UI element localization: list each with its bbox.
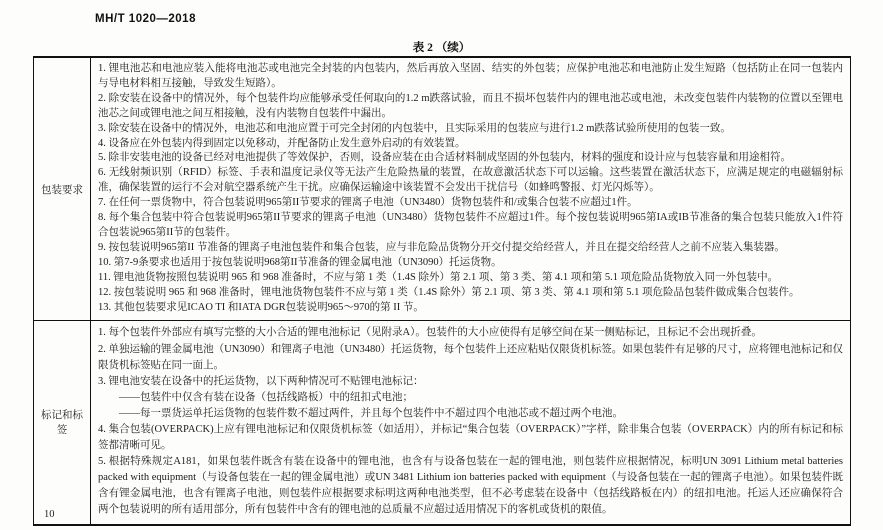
doc-number: MH/T 1020—2018 — [95, 13, 196, 25]
packaging-item: 11. 锂电池货物按照包装说明 965 和 968 准备时，不应与第 1 类（1.4S 除外）第 2.1 项、第 3 类、第 4.1 项和第 5.1 项危险品货物放入同一外包装中。 — [98, 271, 779, 283]
requirements-table — [33, 56, 851, 526]
table-title: 表 2 （续） — [412, 42, 471, 54]
packaging-item: 6. 无线射频识别（RFID）标签、手表和温度记录仪等无法产生危险热量的装置，在故意激活状态下可以运输。这些装置在激活状态下，应满足规定的电磁辐射标准，确保装置的运行不会对航空器系统产生干扰。应确保运输途中该装置不会发出干扰信号（如蜂鸣警报、灯光闪烁等）。 — [98, 167, 843, 194]
row-label-marking: 标记和标签 — [34, 321, 91, 525]
packaging-item: 5. 除非安装电池的设备已经对电池提供了等效保护，否则，设备应装在由合适材料制成坚固的外包装内，材料的强度和设计应与包装容量和用途相符。 — [98, 152, 791, 164]
marking-item: 5. 根据特殊规定A181，如果包装件既含有装在设备中的锂电池，也含有与设备包装在一起的锂电池，则包装件应根据情况，标明UN 3091 Lithium metal batteries packed with equipment（与设备包装在一起的锂金属电池）或UN 3481 Lithium ion batteries packed with equipment（与设备包装在一起的锂离子电池）。如果包装件既含有锂金属电池，也含有锂离子电池，则包装件应根据要求标明这两种电池类型，但不必考虑装在设备中（包括线路板在内）的纽扣电池。托运人还应确保符合两个包装说明的所有适用部分，所有包装件中含有的锂电池的总质量不应超过适用情况下的客机或货机的限值。 — [98, 456, 843, 516]
packaging-item: 13. 其他包装要求见ICAO TI 和IATA DGR包装说明965～970的第 II 节。 — [98, 301, 424, 313]
packaging-item: 4. 设备应在外包装内得到固定以免移动，并配备防止发生意外启动的有效装置。 — [98, 137, 466, 149]
packaging-item: 9. 按包装说明965第II 节准备的锂离子电池包装件和集合包装，应与非危险品货物分开交付提交给经营人，并且在提交给经营人之前不应装入集装器。 — [98, 241, 785, 253]
row-label-packaging: 包装要求 — [34, 57, 91, 321]
packaging-item: 2. 除安装在设备中的情况外，每个包装件均应能够承受任何取向的1.2 m跌落试验，而且不损坏包装件内的锂电池芯或电池，未改变包装件内装物的位置以至锂电池芯之间或锂电池之间互相接触，没有内装物自包装件中漏出。 — [98, 92, 843, 119]
packaging-item: 7. 在任何一票货物中，符合包装说明965第II节要求的锂离子电池（UN3480）货物包装件和/或集合包装不应超过1件。 — [98, 197, 638, 209]
marking-item: 1. 每个包装件外部应有填写完整的大小合适的锂电池标记（见附录A）。包装件的大小应使得有足够空间在某一侧贴标记，且标记不会出现折叠。 — [98, 327, 762, 339]
marking-subitem: ——包装件中仅含有装在设备（包括线路板）中的纽扣式电池； — [119, 391, 413, 403]
row-content-marking — [91, 321, 851, 525]
marking-subitem: ——每一票货运单托运货物的包装件数不超过两件，并且每个包装件中不超过四个电池芯或不超过两个电池。 — [119, 407, 623, 419]
marking-item: 2. 单独运输的锂金属电池（UN3090）和锂离子电池（UN3480）托运货物，每个包装件上还应粘贴仅限货机标签。如果包装件有足够的尺寸，应将锂电池标记和仅限货机标签贴在同一面上。 — [98, 343, 843, 371]
packaging-item: 1. 锂电池芯和电池应装入能将电池芯或电池完全封装的内包装内，然后再放入坚固、结实的外包装；应保护电池芯和电池防止发生短路（包括防止在同一包装内与导电材料相互接触，导致发生短路）。 — [98, 63, 843, 89]
packaging-item: 8. 每个集合包装中符合包装说明965第II节要求的锂离子电池（UN3480）货物包装件不应超过1件。每个按包装说明965第IA或IB节准备的集合包装只能放入1件符合包装说965第II节的包装件。 — [98, 212, 843, 238]
table-row — [34, 321, 851, 525]
packaging-item: 3. 除安装在设备中的情况外，电池芯和电池应置于可完全封闭的内包装中，且实际采用的包装应与进行1.2 m跌落试验所使用的包装一致。 — [98, 122, 731, 134]
packaging-item: 12. 按包装说明 965 和 968 准备时，锂电池货物包装件不应与第 1 类（1.4S 除外）第 2.1 项、第 3 类、第 4.1 项和第 5.1 项危险品包装件做成集合包装件。 — [98, 286, 800, 298]
packaging-item: 10. 第7-9条要求也适用于按包装说明968第II节准备的锂金属电池（UN3090）托运货物。 — [98, 256, 502, 268]
page-number: 10 — [44, 509, 55, 520]
row-content-packaging — [91, 57, 851, 321]
table-row — [34, 57, 851, 321]
marking-item: 3. 锂电池安装在设备中的托运货物，以下两种情况可不贴锂电池标记： — [98, 375, 424, 387]
marking-item: 4. 集合包装(OVERPACK)上应有锂电池标记和仅限货机标签（如适用），并标记“集合包装（OVERPACK）”字样，除非集合包装（OVERPACK）内的所有标记和标签都清晰可见。 — [98, 423, 843, 452]
